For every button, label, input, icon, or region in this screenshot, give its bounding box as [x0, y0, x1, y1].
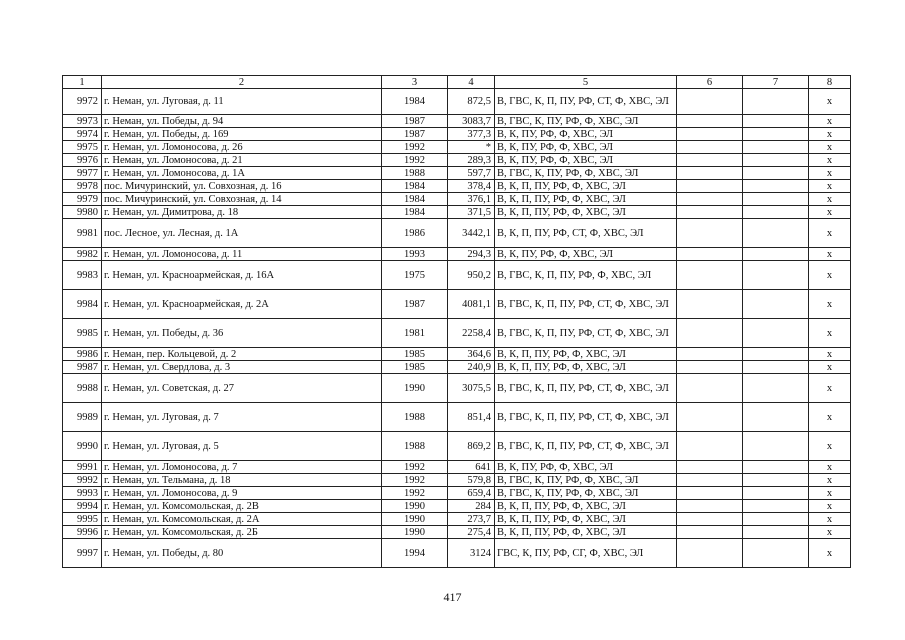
area-cell: 872,5: [448, 89, 495, 115]
address-cell: г. Неман, пер. Кольцевой, д. 2: [102, 348, 382, 361]
services-cell: В, ГВС, К, ПУ, РФ, Ф, ХВС, ЭЛ: [495, 115, 677, 128]
row-number-cell: 9987: [63, 361, 102, 374]
services-cell: В, К, П, ПУ, РФ, Ф, ХВС, ЭЛ: [495, 348, 677, 361]
services-cell: В, ГВС, К, П, ПУ, РФ, СТ, Ф, ХВС, ЭЛ: [495, 319, 677, 348]
area-cell: 378,4: [448, 180, 495, 193]
empty-cell: [743, 261, 809, 290]
table-row: [63, 500, 851, 513]
services-cell: В, К, ПУ, РФ, Ф, ХВС, ЭЛ: [495, 154, 677, 167]
address-cell: г. Неман, ул. Победы, д. 94: [102, 115, 382, 128]
mark-cell: х: [809, 115, 851, 128]
empty-cell: [677, 89, 743, 115]
empty-cell: [743, 513, 809, 526]
mark-cell: х: [809, 361, 851, 374]
empty-cell: [743, 319, 809, 348]
area-cell: 3083,7: [448, 115, 495, 128]
services-cell: В, К, ПУ, РФ, Ф, ХВС, ЭЛ: [495, 141, 677, 154]
row-number-cell: 9979: [63, 193, 102, 206]
year-cell: 1984: [382, 206, 448, 219]
mark-cell: х: [809, 290, 851, 319]
table-row: [63, 526, 851, 539]
services-cell: В, К, П, ПУ, РФ, Ф, ХВС, ЭЛ: [495, 206, 677, 219]
address-cell: г. Неман, ул. Ломоносова, д. 1А: [102, 167, 382, 180]
table-header-row: [63, 76, 851, 89]
row-number-cell: 9977: [63, 167, 102, 180]
empty-cell: [677, 500, 743, 513]
empty-cell: [743, 500, 809, 513]
mark-cell: х: [809, 500, 851, 513]
empty-cell: [677, 403, 743, 432]
year-cell: 1992: [382, 461, 448, 474]
area-cell: 284: [448, 500, 495, 513]
services-cell: В, К, ПУ, РФ, Ф, ХВС, ЭЛ: [495, 128, 677, 141]
empty-cell: [743, 167, 809, 180]
year-cell: 1985: [382, 348, 448, 361]
table-row: [63, 461, 851, 474]
mark-cell: х: [809, 432, 851, 461]
empty-cell: [743, 461, 809, 474]
empty-cell: [743, 526, 809, 539]
table-row: [63, 219, 851, 248]
year-cell: 1987: [382, 290, 448, 319]
table-row: [63, 487, 851, 500]
empty-cell: [677, 526, 743, 539]
area-cell: 273,7: [448, 513, 495, 526]
services-cell: В, ГВС, К, ПУ, РФ, Ф, ХВС, ЭЛ: [495, 167, 677, 180]
empty-cell: [677, 290, 743, 319]
area-cell: 4081,1: [448, 290, 495, 319]
services-cell: В, ГВС, К, ПУ, РФ, Ф, ХВС, ЭЛ: [495, 487, 677, 500]
empty-cell: [677, 539, 743, 568]
row-number-cell: 9996: [63, 526, 102, 539]
row-number-cell: 9985: [63, 319, 102, 348]
year-cell: 1987: [382, 115, 448, 128]
year-cell: 1990: [382, 374, 448, 403]
header-cell: 4: [448, 76, 495, 89]
table-row: [63, 290, 851, 319]
table-row: [63, 89, 851, 115]
row-number-cell: 9990: [63, 432, 102, 461]
empty-cell: [677, 180, 743, 193]
mark-cell: х: [809, 206, 851, 219]
empty-cell: [743, 219, 809, 248]
mark-cell: х: [809, 513, 851, 526]
year-cell: 1992: [382, 141, 448, 154]
mark-cell: х: [809, 154, 851, 167]
empty-cell: [677, 361, 743, 374]
services-cell: В, К, ПУ, РФ, Ф, ХВС, ЭЛ: [495, 248, 677, 261]
services-cell: В, ГВС, К, П, ПУ, РФ, СТ, Ф, ХВС, ЭЛ: [495, 403, 677, 432]
row-number-cell: 9991: [63, 461, 102, 474]
year-cell: 1992: [382, 154, 448, 167]
area-cell: *: [448, 141, 495, 154]
services-cell: В, К, П, ПУ, РФ, Ф, ХВС, ЭЛ: [495, 513, 677, 526]
mark-cell: х: [809, 219, 851, 248]
empty-cell: [743, 180, 809, 193]
year-cell: 1988: [382, 432, 448, 461]
empty-cell: [677, 193, 743, 206]
area-cell: 294,3: [448, 248, 495, 261]
address-cell: г. Неман, ул. Луговая, д. 7: [102, 403, 382, 432]
row-number-cell: 9978: [63, 180, 102, 193]
header-cell: 8: [809, 76, 851, 89]
empty-cell: [743, 141, 809, 154]
services-cell: В, К, П, ПУ, РФ, Ф, ХВС, ЭЛ: [495, 361, 677, 374]
empty-cell: [743, 432, 809, 461]
mark-cell: х: [809, 539, 851, 568]
area-cell: 376,1: [448, 193, 495, 206]
year-cell: 1992: [382, 474, 448, 487]
services-cell: В, ГВС, К, ПУ, РФ, Ф, ХВС, ЭЛ: [495, 474, 677, 487]
empty-cell: [677, 319, 743, 348]
empty-cell: [677, 432, 743, 461]
table-row: [63, 261, 851, 290]
empty-cell: [743, 539, 809, 568]
empty-cell: [743, 115, 809, 128]
empty-cell: [743, 474, 809, 487]
year-cell: 1975: [382, 261, 448, 290]
empty-cell: [677, 141, 743, 154]
area-cell: 2258,4: [448, 319, 495, 348]
area-cell: 3442,1: [448, 219, 495, 248]
address-cell: пос. Мичуринский, ул. Совхозная, д. 14: [102, 193, 382, 206]
mark-cell: х: [809, 167, 851, 180]
row-number-cell: 9995: [63, 513, 102, 526]
area-cell: 377,3: [448, 128, 495, 141]
empty-cell: [743, 128, 809, 141]
mark-cell: х: [809, 461, 851, 474]
row-number-cell: 9997: [63, 539, 102, 568]
year-cell: 1994: [382, 539, 448, 568]
empty-cell: [677, 487, 743, 500]
row-number-cell: 9983: [63, 261, 102, 290]
table-row: [63, 115, 851, 128]
address-cell: г. Неман, ул. Победы, д. 80: [102, 539, 382, 568]
table-row: [63, 432, 851, 461]
year-cell: 1993: [382, 248, 448, 261]
address-cell: г. Неман, ул. Луговая, д. 5: [102, 432, 382, 461]
row-number-cell: 9973: [63, 115, 102, 128]
area-cell: 851,4: [448, 403, 495, 432]
mark-cell: х: [809, 474, 851, 487]
empty-cell: [743, 403, 809, 432]
year-cell: 1988: [382, 403, 448, 432]
year-cell: 1990: [382, 500, 448, 513]
mark-cell: х: [809, 141, 851, 154]
address-cell: г. Неман, ул. Комсомольская, д. 2А: [102, 513, 382, 526]
empty-cell: [743, 248, 809, 261]
address-cell: г. Неман, ул. Комсомольская, д. 2В: [102, 500, 382, 513]
services-cell: В, ГВС, К, П, ПУ, РФ, СТ, Ф, ХВС, ЭЛ: [495, 89, 677, 115]
mark-cell: х: [809, 248, 851, 261]
table-row: [63, 141, 851, 154]
empty-cell: [743, 290, 809, 319]
empty-cell: [677, 248, 743, 261]
empty-cell: [743, 361, 809, 374]
row-number-cell: 9981: [63, 219, 102, 248]
area-cell: 3075,5: [448, 374, 495, 403]
address-cell: г. Неман, ул. Ломоносова, д. 11: [102, 248, 382, 261]
address-cell: пос. Лесное, ул. Лесная, д. 1А: [102, 219, 382, 248]
area-cell: 3124: [448, 539, 495, 568]
header-cell: 2: [102, 76, 382, 89]
address-cell: пос. Мичуринский, ул. Совхозная, д. 16: [102, 180, 382, 193]
empty-cell: [677, 128, 743, 141]
table-row: [63, 474, 851, 487]
services-cell: В, ГВС, К, П, ПУ, РФ, СТ, Ф, ХВС, ЭЛ: [495, 374, 677, 403]
address-cell: г. Неман, ул. Ломоносова, д. 26: [102, 141, 382, 154]
address-cell: г. Неман, ул. Красноармейская, д. 16А: [102, 261, 382, 290]
area-cell: 659,4: [448, 487, 495, 500]
year-cell: 1988: [382, 167, 448, 180]
address-cell: г. Неман, ул. Комсомольская, д. 2Б: [102, 526, 382, 539]
area-cell: 371,5: [448, 206, 495, 219]
services-cell: В, ГВС, К, П, ПУ, РФ, СТ, Ф, ХВС, ЭЛ: [495, 290, 677, 319]
services-cell: ГВС, К, ПУ, РФ, СГ, Ф, ХВС, ЭЛ: [495, 539, 677, 568]
area-cell: 597,7: [448, 167, 495, 180]
services-cell: В, ГВС, К, П, ПУ, РФ, СТ, Ф, ХВС, ЭЛ: [495, 432, 677, 461]
address-cell: г. Неман, ул. Победы, д. 36: [102, 319, 382, 348]
year-cell: 1990: [382, 513, 448, 526]
row-number-cell: 9992: [63, 474, 102, 487]
row-number-cell: 9984: [63, 290, 102, 319]
empty-cell: [743, 374, 809, 403]
area-cell: 240,9: [448, 361, 495, 374]
mark-cell: х: [809, 319, 851, 348]
mark-cell: х: [809, 526, 851, 539]
services-cell: В, К, П, ПУ, РФ, Ф, ХВС, ЭЛ: [495, 193, 677, 206]
empty-cell: [743, 487, 809, 500]
address-cell: г. Неман, ул. Красноармейская, д. 2А: [102, 290, 382, 319]
row-number-cell: 9993: [63, 487, 102, 500]
empty-cell: [677, 474, 743, 487]
empty-cell: [677, 206, 743, 219]
mark-cell: х: [809, 89, 851, 115]
empty-cell: [677, 374, 743, 403]
mark-cell: х: [809, 374, 851, 403]
table-row: [63, 193, 851, 206]
services-cell: В, К, ПУ, РФ, Ф, ХВС, ЭЛ: [495, 461, 677, 474]
year-cell: 1992: [382, 487, 448, 500]
address-cell: г. Неман, ул. Победы, д. 169: [102, 128, 382, 141]
area-cell: 869,2: [448, 432, 495, 461]
table-row: [63, 154, 851, 167]
row-number-cell: 9972: [63, 89, 102, 115]
empty-cell: [677, 348, 743, 361]
area-cell: 289,3: [448, 154, 495, 167]
mark-cell: х: [809, 128, 851, 141]
address-cell: г. Неман, ул. Свердлова, д. 3: [102, 361, 382, 374]
mark-cell: х: [809, 180, 851, 193]
header-cell: 6: [677, 76, 743, 89]
year-cell: 1987: [382, 128, 448, 141]
table-row: [63, 513, 851, 526]
mark-cell: х: [809, 487, 851, 500]
address-cell: г. Неман, ул. Димитрова, д. 18: [102, 206, 382, 219]
area-cell: 950,2: [448, 261, 495, 290]
address-cell: г. Неман, ул. Луговая, д. 11: [102, 89, 382, 115]
empty-cell: [677, 513, 743, 526]
area-cell: 641: [448, 461, 495, 474]
row-number-cell: 9982: [63, 248, 102, 261]
empty-cell: [677, 167, 743, 180]
row-number-cell: 9988: [63, 374, 102, 403]
empty-cell: [677, 115, 743, 128]
header-cell: 1: [63, 76, 102, 89]
table-row: [63, 361, 851, 374]
services-cell: В, ГВС, К, П, ПУ, РФ, Ф, ХВС, ЭЛ: [495, 261, 677, 290]
empty-cell: [743, 89, 809, 115]
row-number-cell: 9989: [63, 403, 102, 432]
address-cell: г. Неман, ул. Ломоносова, д. 7: [102, 461, 382, 474]
table-row: [63, 319, 851, 348]
header-cell: 7: [743, 76, 809, 89]
table-row: [63, 403, 851, 432]
table-row: [63, 348, 851, 361]
page-number: 417: [443, 590, 462, 604]
table-row: [63, 206, 851, 219]
table-row: [63, 374, 851, 403]
empty-cell: [743, 348, 809, 361]
row-number-cell: 9976: [63, 154, 102, 167]
address-cell: г. Неман, ул. Ломоносова, д. 9: [102, 487, 382, 500]
mark-cell: х: [809, 193, 851, 206]
services-cell: В, К, П, ПУ, РФ, Ф, ХВС, ЭЛ: [495, 526, 677, 539]
year-cell: 1986: [382, 219, 448, 248]
empty-cell: [677, 261, 743, 290]
mark-cell: х: [809, 261, 851, 290]
row-number-cell: 9980: [63, 206, 102, 219]
empty-cell: [743, 154, 809, 167]
table-row: [63, 180, 851, 193]
empty-cell: [677, 219, 743, 248]
table-row: [63, 128, 851, 141]
empty-cell: [743, 206, 809, 219]
year-cell: 1984: [382, 180, 448, 193]
area-cell: 275,4: [448, 526, 495, 539]
housing-registry-table: [62, 75, 851, 568]
area-cell: 579,8: [448, 474, 495, 487]
empty-cell: [677, 461, 743, 474]
mark-cell: х: [809, 348, 851, 361]
address-cell: г. Неман, ул. Советская, д. 27: [102, 374, 382, 403]
services-cell: В, К, П, ПУ, РФ, СТ, Ф, ХВС, ЭЛ: [495, 219, 677, 248]
header-cell: 5: [495, 76, 677, 89]
table-row: [63, 248, 851, 261]
address-cell: г. Неман, ул. Тельмана, д. 18: [102, 474, 382, 487]
address-cell: г. Неман, ул. Ломоносова, д. 21: [102, 154, 382, 167]
area-cell: 364,6: [448, 348, 495, 361]
table-row: [63, 539, 851, 568]
table-row: [63, 167, 851, 180]
year-cell: 1990: [382, 526, 448, 539]
year-cell: 1985: [382, 361, 448, 374]
year-cell: 1984: [382, 193, 448, 206]
header-cell: 3: [382, 76, 448, 89]
row-number-cell: 9986: [63, 348, 102, 361]
year-cell: 1984: [382, 89, 448, 115]
services-cell: В, К, П, ПУ, РФ, Ф, ХВС, ЭЛ: [495, 500, 677, 513]
year-cell: 1981: [382, 319, 448, 348]
services-cell: В, К, П, ПУ, РФ, Ф, ХВС, ЭЛ: [495, 180, 677, 193]
empty-cell: [743, 193, 809, 206]
row-number-cell: 9994: [63, 500, 102, 513]
mark-cell: х: [809, 403, 851, 432]
row-number-cell: 9974: [63, 128, 102, 141]
empty-cell: [677, 154, 743, 167]
row-number-cell: 9975: [63, 141, 102, 154]
